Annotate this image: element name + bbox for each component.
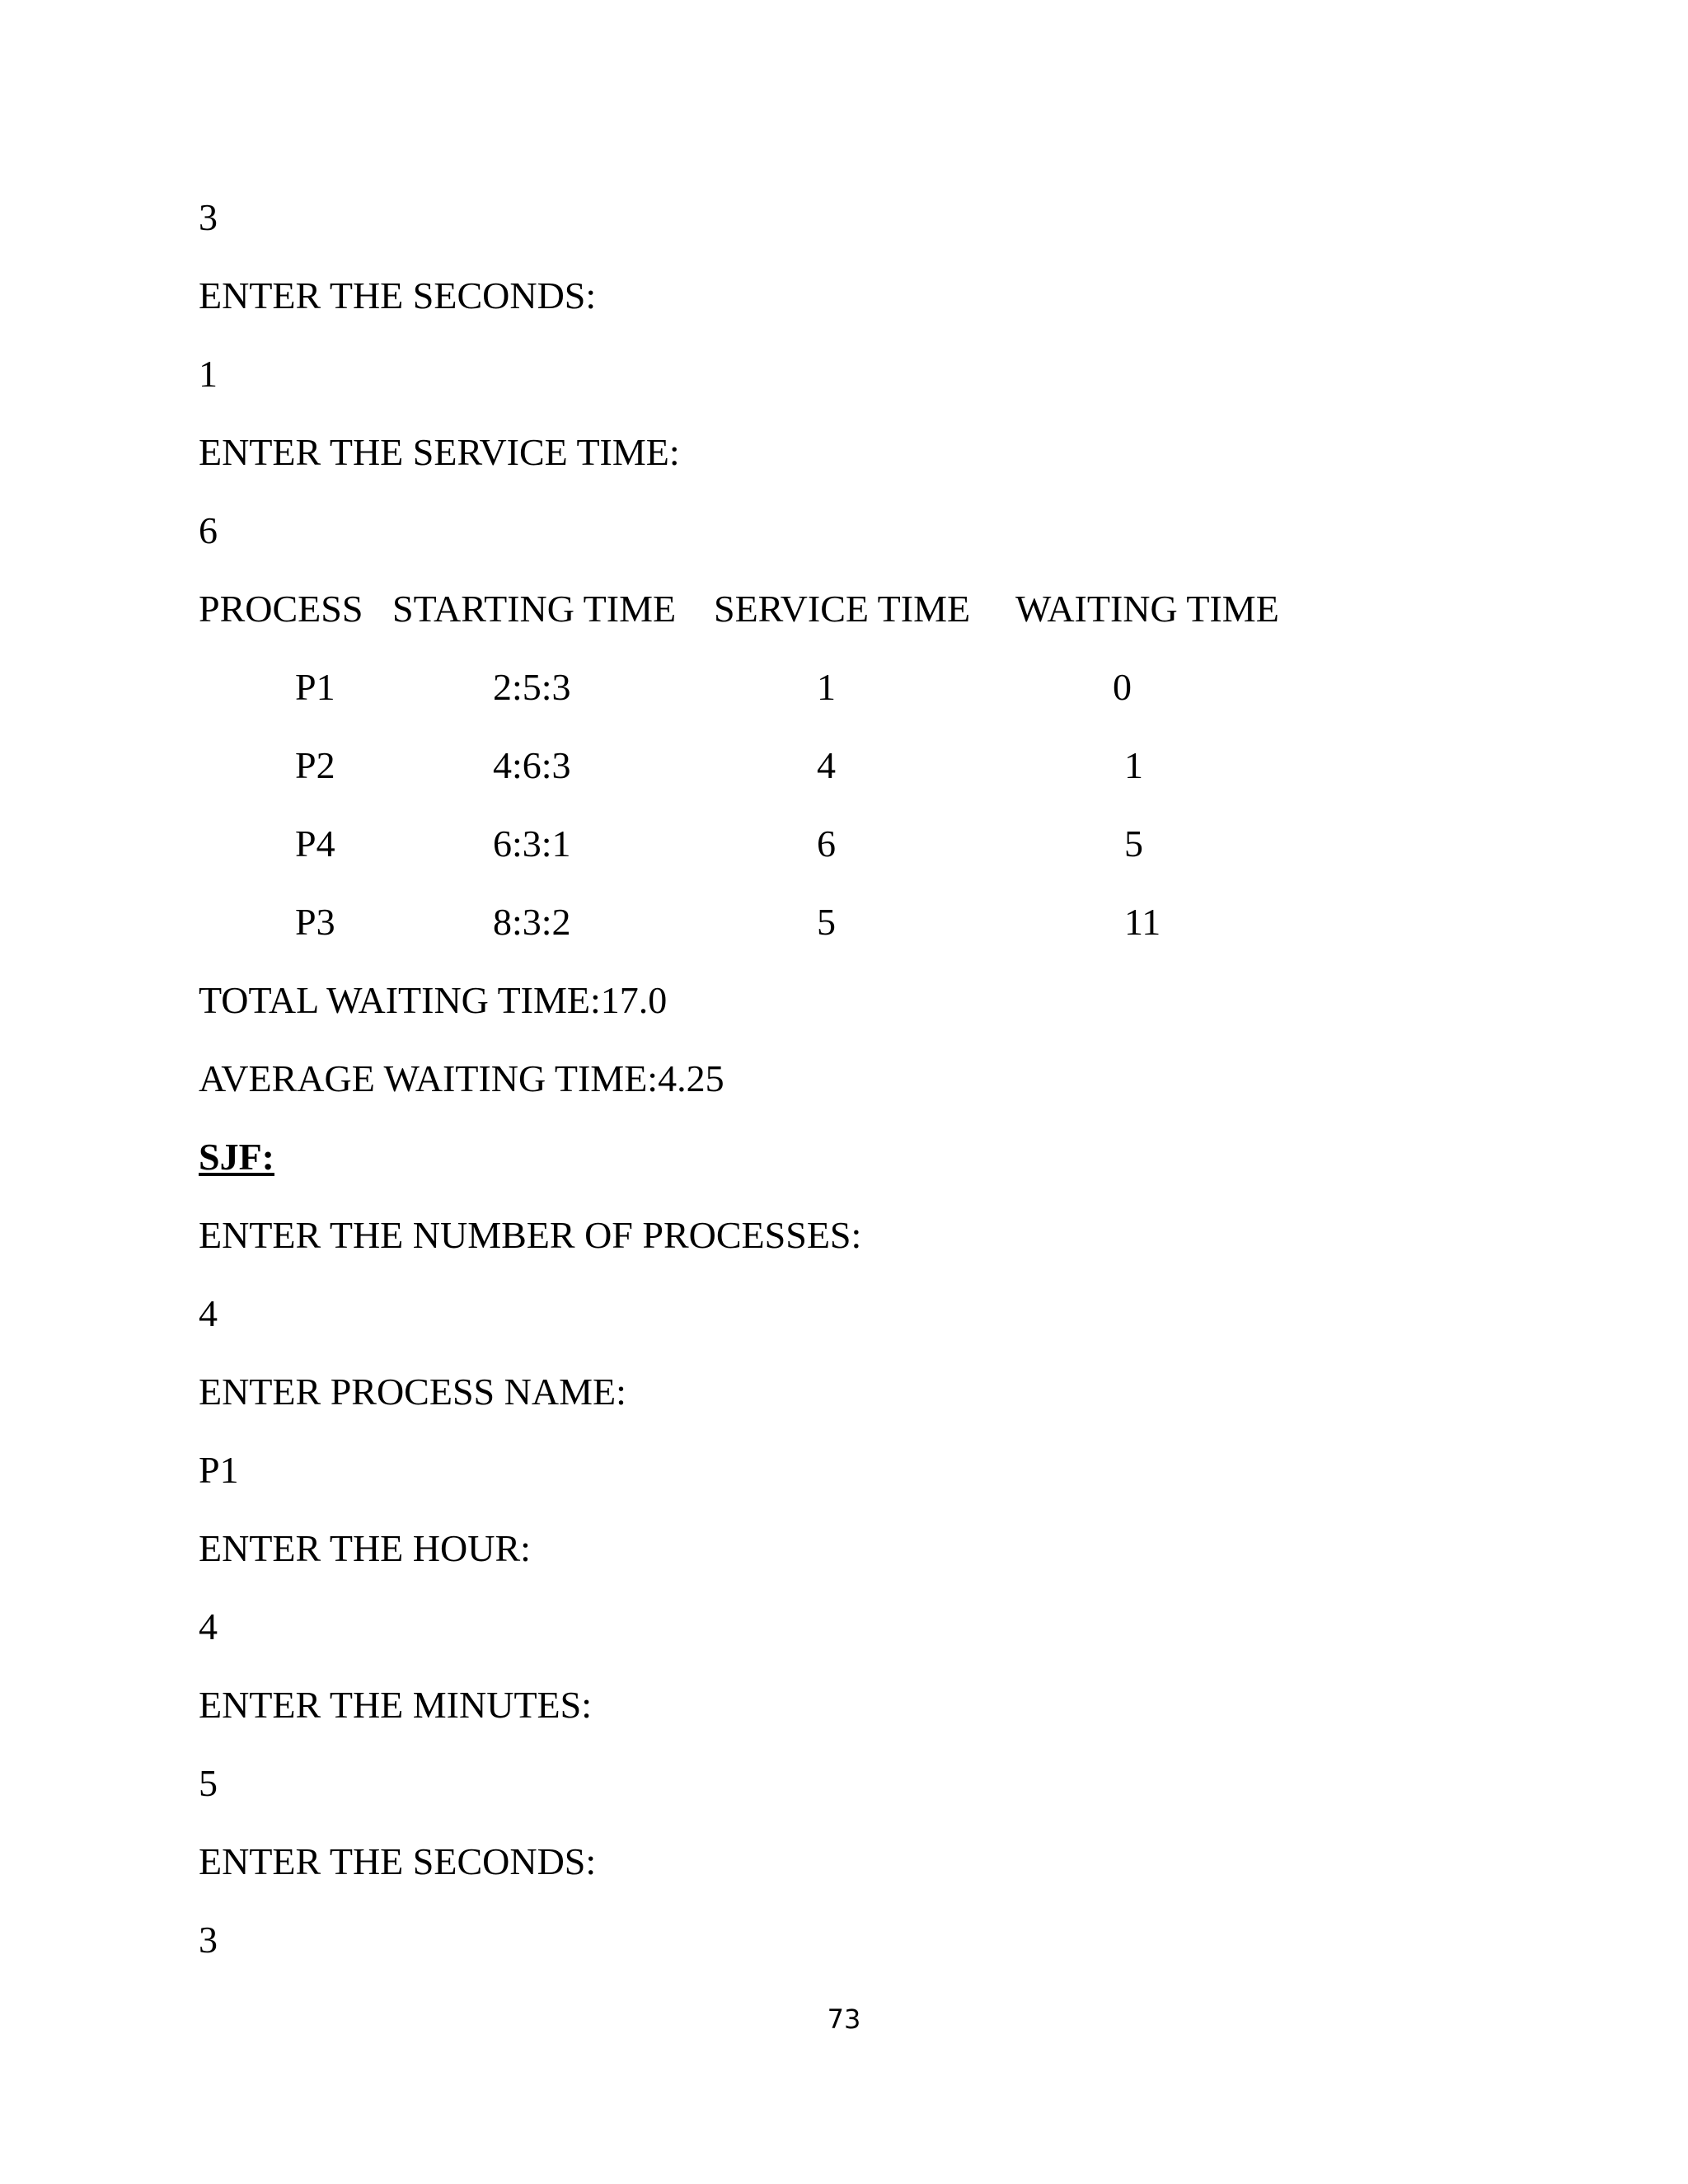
table-cell-process: P4 <box>295 823 335 865</box>
table-cell-waiting-time: 0 <box>1113 666 1132 708</box>
table-cell-waiting-time: 5 <box>1124 823 1143 865</box>
output-line: 5 <box>199 1762 218 1804</box>
table-cell-starting-time: 4:6:3 <box>493 744 571 786</box>
output-line: 3 <box>199 1919 218 1961</box>
table-cell-starting-time: 2:5:3 <box>493 666 571 708</box>
output-line: ENTER THE SECONDS: <box>199 274 597 316</box>
table-header-starting-time: STARTING TIME <box>392 588 677 630</box>
table-cell-waiting-time: 11 <box>1124 901 1161 943</box>
output-line: ENTER THE SERVICE TIME: <box>199 431 680 473</box>
output-line: ENTER THE MINUTES: <box>199 1684 593 1726</box>
table-cell-process: P3 <box>295 901 335 943</box>
table-header-service-time: SERVICE TIME <box>714 588 971 630</box>
output-line: 3 <box>199 196 218 238</box>
output-line: 4 <box>199 1605 218 1647</box>
output-line: ENTER THE SECONDS: <box>199 1840 597 1882</box>
table-cell-process: P2 <box>295 744 335 786</box>
table-cell-process: P1 <box>295 666 335 708</box>
table-cell-starting-time: 8:3:2 <box>493 901 571 943</box>
output-line: ENTER THE HOUR: <box>199 1527 531 1569</box>
table-cell-service-time: 4 <box>817 744 836 786</box>
table-cell-service-time: 6 <box>817 823 836 865</box>
table-cell-starting-time: 6:3:1 <box>493 823 571 865</box>
output-line: 6 <box>199 509 218 551</box>
page-number: 73 <box>827 2004 861 2035</box>
output-line: ENTER THE NUMBER OF PROCESSES: <box>199 1214 862 1256</box>
total-waiting-time: TOTAL WAITING TIME:17.0 <box>199 979 668 1021</box>
table-header-process: PROCESS <box>199 588 363 630</box>
average-waiting-time: AVERAGE WAITING TIME:4.25 <box>199 1057 724 1099</box>
output-line: 1 <box>199 353 218 395</box>
output-line: 4 <box>199 1292 218 1334</box>
output-line: P1 <box>199 1449 239 1491</box>
section-heading-sjf: SJF: <box>199 1136 274 1178</box>
table-cell-service-time: 5 <box>817 901 836 943</box>
output-line: ENTER PROCESS NAME: <box>199 1371 626 1413</box>
table-header-waiting-time: WAITING TIME <box>1015 588 1279 630</box>
table-cell-service-time: 1 <box>817 666 836 708</box>
table-cell-waiting-time: 1 <box>1124 744 1143 786</box>
